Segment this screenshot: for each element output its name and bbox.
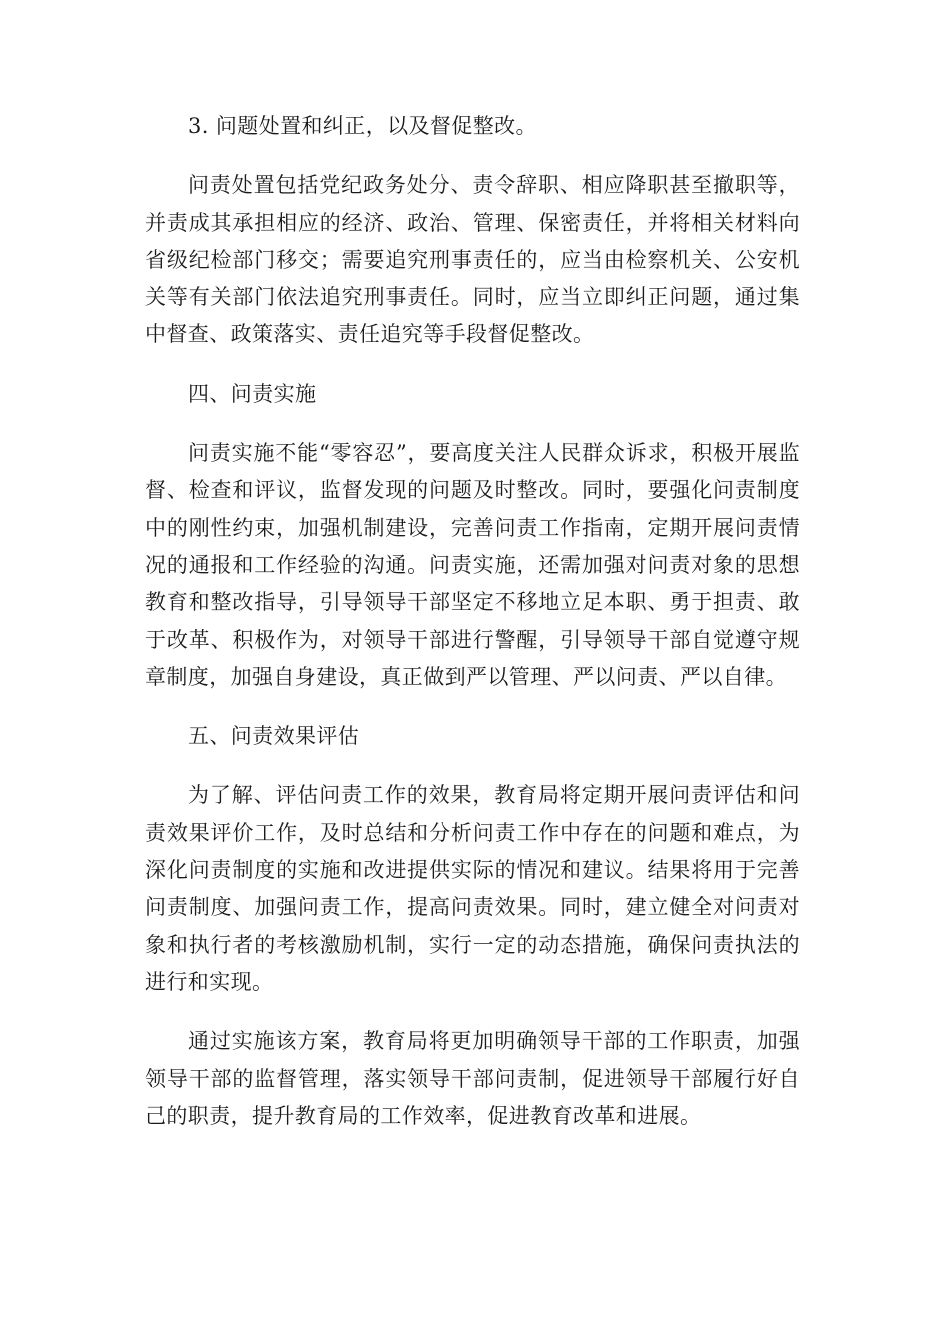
- section-4-body: 问责实施不能“零容忍”，要高度关注人民群众诉求，积极开展监督、检查和评议，监督发现的问题及时整改。同时，要强化问责制度中的刚性约束，加强机制建设，完善问责工作指南，定期开展问责情况的通报和工作经验的沟通。问责实施，还需加强对问责对象的思想教育和整改指导，引导领导干部坚定不移地立足本职、勇于担责、敢于改革、积极作为，对领导干部进行警醒，引导领导干部自觉遵守规章制度，加强自身建设，真正做到严以管理、严以问责、严以自律。: [145, 441, 800, 689]
- section-4-heading: 四、问责实施: [188, 381, 317, 406]
- section-3-body: 问责处置包括党纪政务处分、责令辞职、相应降职甚至撤职等，并责成其承担相应的经济、政治、管理、保密责任，并将相关材料向省级纪检部门移交；需要追究刑事责任的，应当由检察机关、公安机关等有关部门依法追究刑事责任。同时，应当立即纠正问题，通过集中督查、政策落实、责任追究等手段督促整改。: [145, 173, 800, 347]
- section-5-heading: 五、问责效果评估: [188, 724, 360, 749]
- section-3-heading: 3. 问题处置和纠正，以及督促整改。: [188, 114, 537, 138]
- conclusion-paragraph: 通过实施该方案，教育局将更加明确领导干部的工作职责，加强领导干部的监督管理，落实领导干部问责制，促进领导干部履行好自己的职责，提升教育局的工作效率，促进教育改革和进展。: [145, 1029, 800, 1128]
- document-page: [145, 108, 800, 1157]
- section-5-body: 为了解、评估问责工作的效果，教育局将定期开展问责评估和问责效果评价工作，及时总结和分析问责工作中存在的问题和难点，为深化问责制度的实施和改进提供实际的情况和建议。结果将用于完善问责制度、加强问责工作，提高问责效果。同时，建立健全对问责对象和执行者的考核激励机制，实行一定的动态措施，确保问责执法的进行和实现。: [145, 783, 800, 994]
